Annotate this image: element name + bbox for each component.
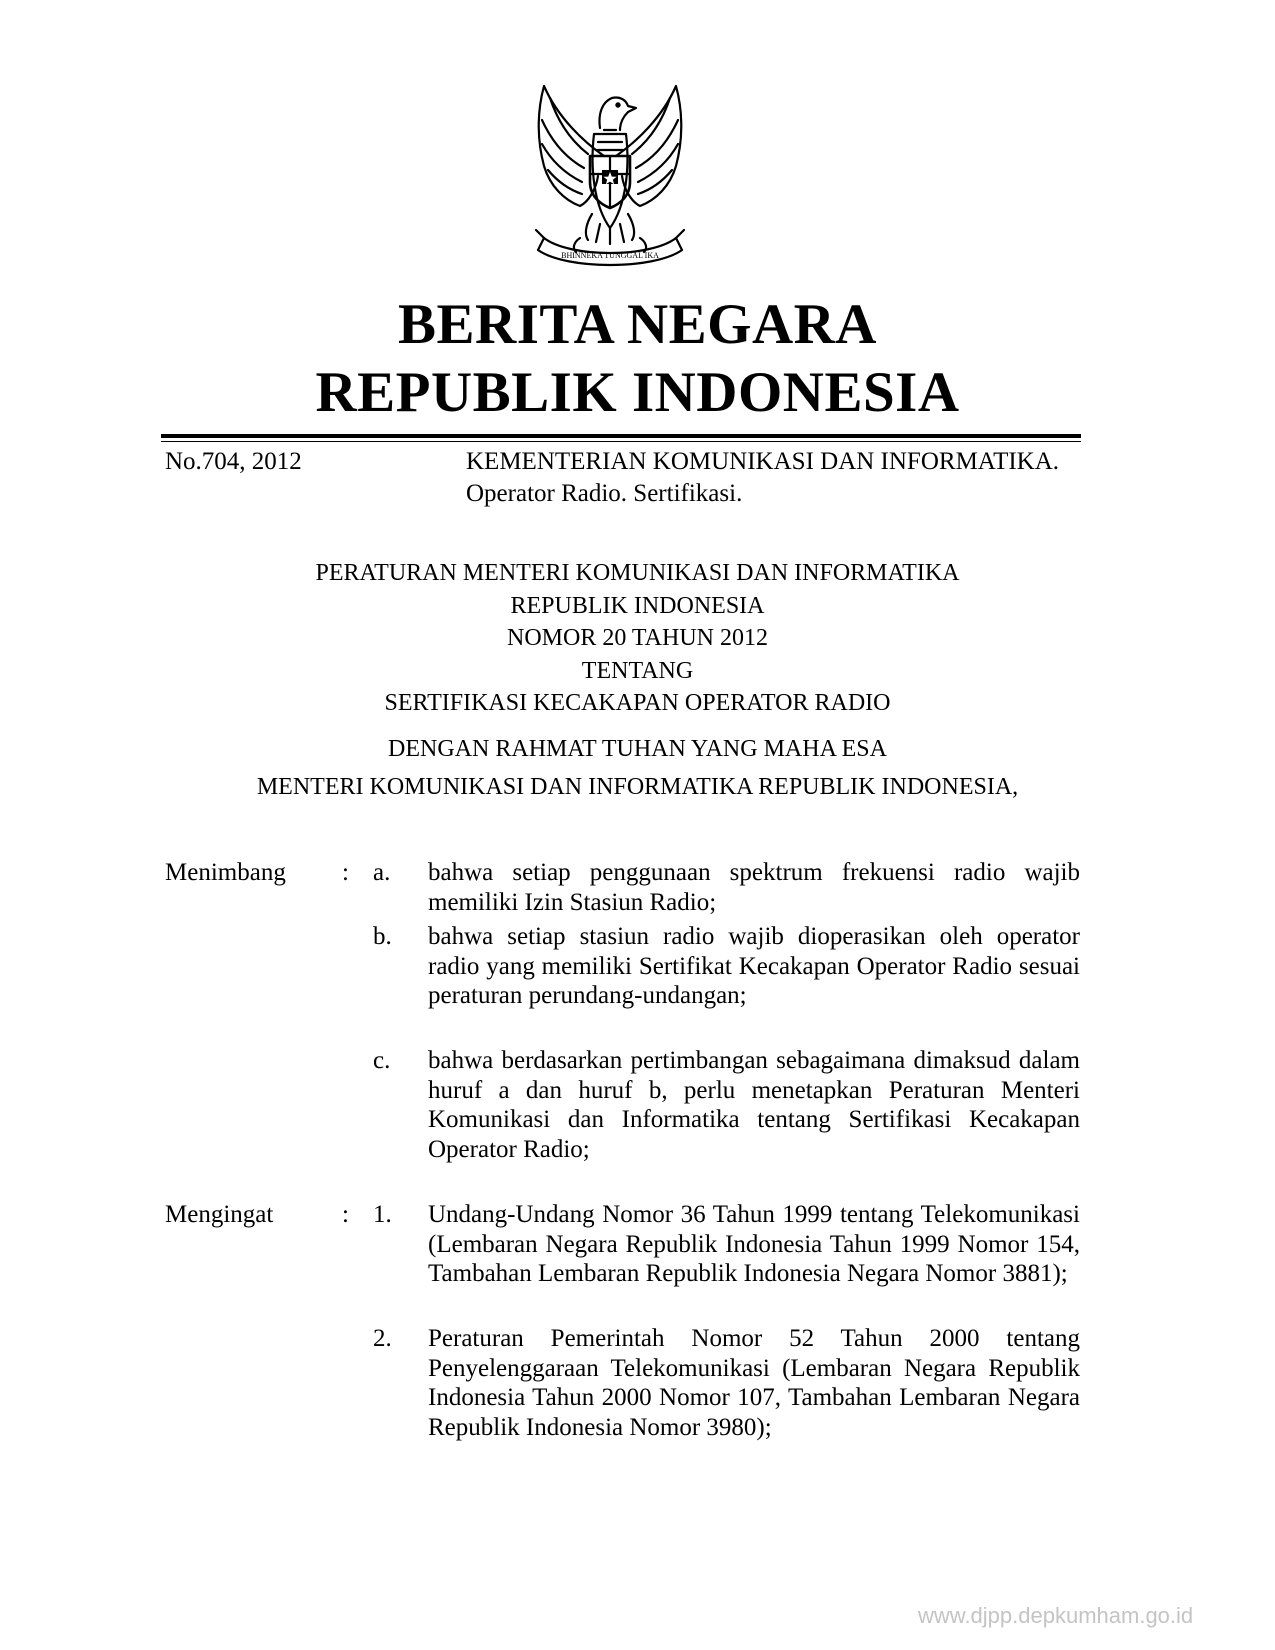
regulation-title-line: REPUBLIK INDONESIA — [510, 592, 765, 619]
mengingat-label: Mengingat — [165, 1201, 274, 1228]
menimbang-label: Menimbang — [165, 859, 286, 886]
invocation: DENGAN RAHMAT TUHAN YANG MAHA ESA — [388, 736, 887, 762]
issue-agency-line-1: KEMENTERIAN KOMUNIKASI DAN INFORMATIKA. — [466, 448, 1060, 475]
menimbang-colon: : — [342, 859, 349, 886]
masthead-line-2: REPUBLIK INDONESIA — [315, 361, 960, 424]
item-marker: c. — [373, 1047, 391, 1074]
mengingat-colon: : — [342, 1201, 349, 1228]
masthead-line-1: BERITA NEGARA — [398, 293, 877, 356]
masthead-rule-thin — [161, 441, 1081, 442]
item-marker: 2. — [373, 1325, 392, 1352]
emblem-motto: BHINNEKA TUNGGAL IKA — [561, 251, 659, 260]
regulation-title-line: TENTANG — [581, 657, 694, 684]
item-marker: a. — [373, 859, 391, 886]
menimbang-item: bahwa setiap stasiun radio wajib dioperasikan oleh operator radio yang memiliki Sertifikat Kecakapan Operator Radio sesuai peraturan perundang-undangan; — [428, 923, 1080, 1009]
item-marker: b. — [373, 923, 392, 950]
issuer: MENTERI KOMUNIKASI DAN INFORMATIKA REPUBLIK INDONESIA, — [256, 774, 1019, 800]
issue-number: No.704, 2012 — [165, 448, 302, 475]
regulation-title-line: NOMOR 20 TAHUN 2012 — [507, 625, 768, 651]
masthead-rule-thick — [161, 434, 1081, 438]
regulation-title — [0, 557, 1275, 720]
issue-agency — [466, 446, 1059, 510]
issue-agency-line-2: Operator Radio. Sertifikasi. — [466, 480, 743, 507]
mengingat-item: Peraturan Pemerintah Nomor 52 Tahun 2000 tentang Penyelenggaraan Telekomunikasi (Lembaran Negara Republik Indonesia Tahun 2000 Nomor 107, Tambahan Lembaran Negara Republik Indonesia Nomor 3980); — [428, 1325, 1080, 1441]
item-marker: 1. — [373, 1201, 392, 1228]
mengingat-item: Undang-Undang Nomor 36 Tahun 1999 tentang Telekomunikasi (Lembaran Negara Republik Indonesia Tahun 1999 Nomor 154, Tambahan Lembaran Republik Indonesia Negara Nomor 3881); — [428, 1201, 1080, 1287]
regulation-title-line: PERATURAN MENTERI KOMUNIKASI DAN INFORMATIKA — [315, 560, 960, 586]
garuda-pancasila-emblem-icon — [514, 78, 706, 272]
menimbang-item: bahwa setiap penggunaan spektrum frekuensi radio wajib memiliki Izin Stasiun Radio; — [428, 859, 1080, 916]
source-watermark: www.djpp.depkumham.go.id — [918, 1603, 1194, 1628]
menimbang-item: bahwa berdasarkan pertimbangan sebagaimana dimaksud dalam huruf a dan huruf b, perlu menetapkan Peraturan Menteri Komunikasi dan Informatika tentang Sertifikasi Kecakapan Operator Radio; — [428, 1047, 1080, 1163]
regulation-title-line: SERTIFIKASI KECAKAPAN OPERATOR RADIO — [384, 690, 891, 716]
